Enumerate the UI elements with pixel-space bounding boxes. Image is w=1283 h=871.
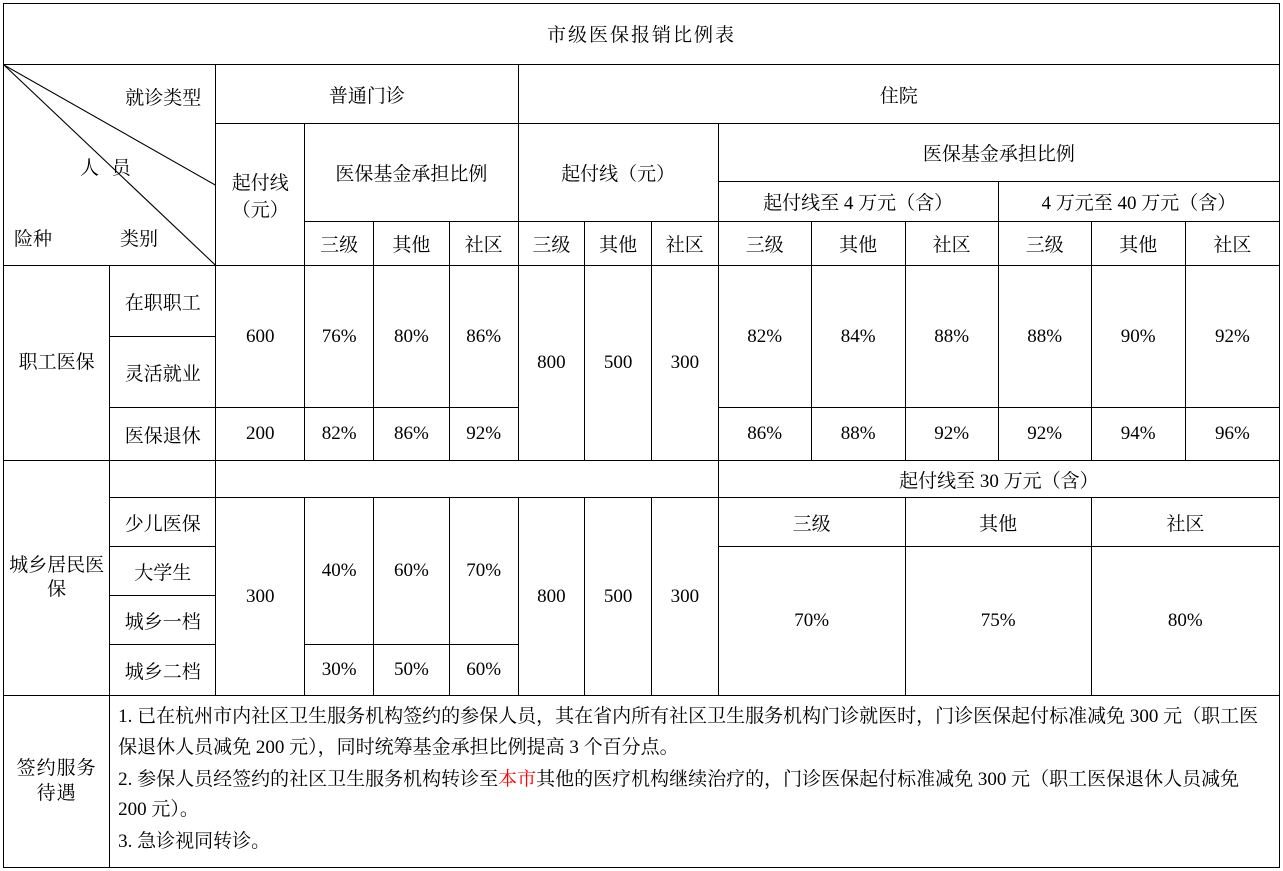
header-outpatient-deductible-line1: 起付线 bbox=[231, 172, 289, 194]
header-ip-a-other: 其他 bbox=[811, 222, 905, 266]
header-corner-cell bbox=[4, 65, 216, 266]
header-res-ip-community: 社区 bbox=[1091, 498, 1279, 547]
note-line-2-part2: 其他的医疗机构继续治疗的，门诊医保起付标准减免 300 元（职工医保退休人员减免 200 元）。 bbox=[118, 768, 1240, 821]
header-inpatient: 住院 bbox=[518, 65, 1279, 124]
cell-emp-ip-ded-community: 300 bbox=[651, 266, 718, 461]
header-range-deductible-to-30w: 起付线至 30 万元（含） bbox=[718, 461, 1279, 498]
label-person: 人 员 bbox=[80, 158, 135, 179]
cell-res-ip-ded-community: 300 bbox=[651, 498, 718, 696]
cell-emp-retired-b-level3: 92% bbox=[998, 408, 1091, 461]
row-label-employee-insurance: 职工医保 bbox=[4, 266, 110, 461]
cell-emp-active-b-level3: 88% bbox=[998, 266, 1091, 408]
header-inpatient-deductible: 起付线（元） bbox=[518, 124, 718, 222]
header-ip-ded-level3: 三级 bbox=[518, 222, 585, 266]
row-label-resident-tier2: 城乡二档 bbox=[110, 645, 216, 696]
page-title: 市级医保报销比例表 bbox=[4, 4, 1280, 65]
cell-res-ip-level3: 70% bbox=[718, 547, 905, 696]
cell-emp-retired-op-level3: 82% bbox=[305, 408, 374, 461]
cell-emp-ip-ded-level3: 800 bbox=[518, 266, 585, 461]
cell-emp-retired-b-community: 96% bbox=[1185, 408, 1279, 461]
cell-emp-active-a-level3: 82% bbox=[718, 266, 811, 408]
cell-res-ip-ded-other: 500 bbox=[585, 498, 652, 696]
cell-res-ip-community: 80% bbox=[1091, 547, 1279, 696]
cell-emp-active-a-community: 88% bbox=[905, 266, 998, 408]
row-label-resident-child: 少儿医保 bbox=[110, 498, 216, 547]
note-line-2-part1: 2. 参保人员经签约的社区卫生服务机构转诊至 bbox=[118, 768, 499, 790]
label-insurance-type: 险种 bbox=[14, 229, 53, 250]
cell-res-op1-other: 60% bbox=[373, 498, 449, 645]
cell-res-ip-ded-level3: 800 bbox=[518, 498, 585, 696]
notes-label: 签约服务待遇 bbox=[4, 696, 110, 868]
cell-res-op2-community: 60% bbox=[449, 645, 518, 696]
label-visit-type: 就诊类型 bbox=[125, 88, 202, 109]
cell-emp-retired-op-other: 86% bbox=[373, 408, 449, 461]
notes-body bbox=[110, 696, 1280, 868]
header-ip-ded-community: 社区 bbox=[651, 222, 718, 266]
header-range-deductible-to-4w: 起付线至 4 万元（含） bbox=[718, 182, 998, 222]
cell-res-op1-level3: 40% bbox=[305, 498, 374, 645]
reimbursement-table bbox=[3, 3, 1280, 868]
cell-emp-retired-a-other: 88% bbox=[811, 408, 905, 461]
header-outpatient: 普通门诊 bbox=[216, 65, 518, 124]
label-category: 类别 bbox=[120, 229, 159, 250]
page-root bbox=[0, 3, 1283, 871]
note-line-2 bbox=[118, 765, 1271, 827]
header-op-level3: 三级 bbox=[305, 222, 374, 266]
header-op-community: 社区 bbox=[449, 222, 518, 266]
cell-emp-retired-op-community: 92% bbox=[449, 408, 518, 461]
resident-spacer-wide bbox=[216, 461, 718, 498]
cell-emp-ip-ded-other: 500 bbox=[585, 266, 652, 461]
row-label-resident-insurance: 城乡居民医保 bbox=[4, 461, 110, 696]
cell-res-op2-other: 50% bbox=[373, 645, 449, 696]
cell-emp-active-b-community: 92% bbox=[1185, 266, 1279, 408]
row-label-employee-active: 在职职工 bbox=[110, 266, 216, 337]
row-label-employee-retired: 医保退休 bbox=[110, 408, 216, 461]
header-res-ip-other: 其他 bbox=[905, 498, 1091, 547]
cell-res-op1-community: 70% bbox=[449, 498, 518, 645]
header-range-4w-to-40w: 4 万元至 40 万元（含） bbox=[998, 182, 1279, 222]
cell-emp-retired-a-level3: 86% bbox=[718, 408, 811, 461]
cell-emp-active-op-other: 80% bbox=[373, 266, 449, 408]
header-inpatient-fund-ratio: 医保基金承担比例 bbox=[718, 124, 1279, 182]
cell-emp-active-op-community: 86% bbox=[449, 266, 518, 408]
cell-emp-active-a-other: 84% bbox=[811, 266, 905, 408]
resident-spacer-cell bbox=[110, 461, 216, 498]
header-op-other: 其他 bbox=[373, 222, 449, 266]
header-ip-b-other: 其他 bbox=[1091, 222, 1185, 266]
cell-res-op2-level3: 30% bbox=[305, 645, 374, 696]
note-line-2-highlight: 本市 bbox=[498, 768, 537, 790]
note-line-3: 3. 急诊视同转诊。 bbox=[118, 831, 271, 853]
cell-emp-active-op-level3: 76% bbox=[305, 266, 374, 408]
header-ip-b-level3: 三级 bbox=[998, 222, 1091, 266]
cell-res-ip-other: 75% bbox=[905, 547, 1091, 696]
header-ip-ded-other: 其他 bbox=[585, 222, 652, 266]
header-ip-a-community: 社区 bbox=[905, 222, 998, 266]
row-label-resident-student: 大学生 bbox=[110, 547, 216, 596]
header-outpatient-deductible-line2: （元） bbox=[231, 199, 289, 221]
cell-emp-retired-op-deductible: 200 bbox=[216, 408, 305, 461]
note-line-1: 1. 已在杭州市内社区卫生服务机构签约的参保人员，其在省内所有社区卫生服务机构门诊就医时，门诊医保起付标准减免 300 元（职工医保退休人员减免 200 元），同时统筹基金承担比例提高 3 个百分点。 bbox=[118, 706, 1259, 758]
cell-res-op-deductible: 300 bbox=[216, 498, 305, 696]
cell-emp-active-b-other: 90% bbox=[1091, 266, 1185, 408]
row-label-employee-flexible: 灵活就业 bbox=[110, 337, 216, 408]
cell-emp-retired-a-community: 92% bbox=[905, 408, 998, 461]
cell-emp-retired-b-other: 94% bbox=[1091, 408, 1185, 461]
cell-emp-active-op-deductible: 600 bbox=[216, 266, 305, 408]
header-ip-b-community: 社区 bbox=[1185, 222, 1279, 266]
header-ip-a-level3: 三级 bbox=[718, 222, 811, 266]
row-label-resident-tier1: 城乡一档 bbox=[110, 596, 216, 645]
header-res-ip-level3: 三级 bbox=[718, 498, 905, 547]
header-outpatient-fund-ratio: 医保基金承担比例 bbox=[305, 124, 518, 222]
header-outpatient-deductible bbox=[216, 124, 305, 266]
